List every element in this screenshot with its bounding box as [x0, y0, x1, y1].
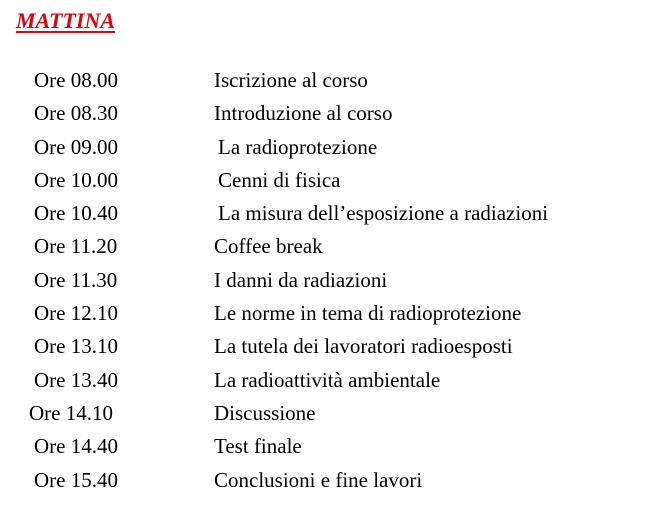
schedule-row — [0, 64, 660, 97]
schedule-topic: Test finale — [214, 434, 302, 459]
schedule-topic: Cenni di fisica — [218, 167, 341, 192]
section-title: MATTINA — [16, 8, 116, 33]
schedule-topic: Iscrizione al corso — [214, 68, 368, 92]
schedule-time: Ore 10.40 — [34, 201, 118, 226]
schedule-topic: Introduzione al corso — [214, 101, 393, 126]
schedule-topic: La radioattività ambientale — [214, 367, 441, 392]
schedule-time: Ore 15.40 — [34, 467, 118, 492]
schedule-time: Ore 11.20 — [34, 234, 118, 259]
schedule-row — [0, 330, 660, 363]
schedule-topic: Le norme in tema di radioprotezione — [214, 301, 522, 326]
schedule-topic: Discussione — [214, 400, 316, 425]
schedule-time: Ore 11.30 — [34, 267, 118, 292]
schedule-row — [0, 430, 660, 463]
schedule-row — [0, 197, 660, 230]
schedule-row — [0, 131, 660, 164]
schedule-time: Ore 10.00 — [34, 167, 118, 192]
schedule-time: Ore 08.00 — [34, 68, 118, 92]
schedule-topic: Conclusioni e fine lavori — [214, 467, 423, 492]
schedule-time: Ore 13.40 — [34, 367, 118, 392]
schedule-time: Ore 14.10 — [29, 400, 113, 425]
schedule-topic: La radioprotezione — [218, 134, 378, 159]
schedule-row — [0, 230, 660, 263]
schedule-row — [0, 297, 660, 330]
schedule-topic: La misura dell’esposizione a radiazioni — [218, 201, 549, 226]
schedule-list — [0, 64, 660, 497]
schedule-time: Ore 14.40 — [34, 434, 118, 459]
schedule-topic: I danni da radiazioni — [214, 267, 388, 292]
schedule-time: Ore 12.10 — [34, 301, 118, 326]
schedule-row — [0, 97, 660, 130]
schedule-row — [0, 397, 660, 430]
schedule-row — [0, 464, 660, 497]
schedule-time: Ore 13.10 — [34, 334, 118, 359]
schedule-row — [0, 264, 660, 297]
schedule-topic: Coffee break — [214, 234, 323, 259]
schedule-topic: La tutela dei lavoratori radioesposti — [214, 334, 513, 359]
schedule-row — [0, 364, 660, 397]
schedule-row — [0, 164, 660, 197]
schedule-time: Ore 08.30 — [34, 101, 118, 126]
schedule-time: Ore 09.00 — [34, 134, 118, 159]
